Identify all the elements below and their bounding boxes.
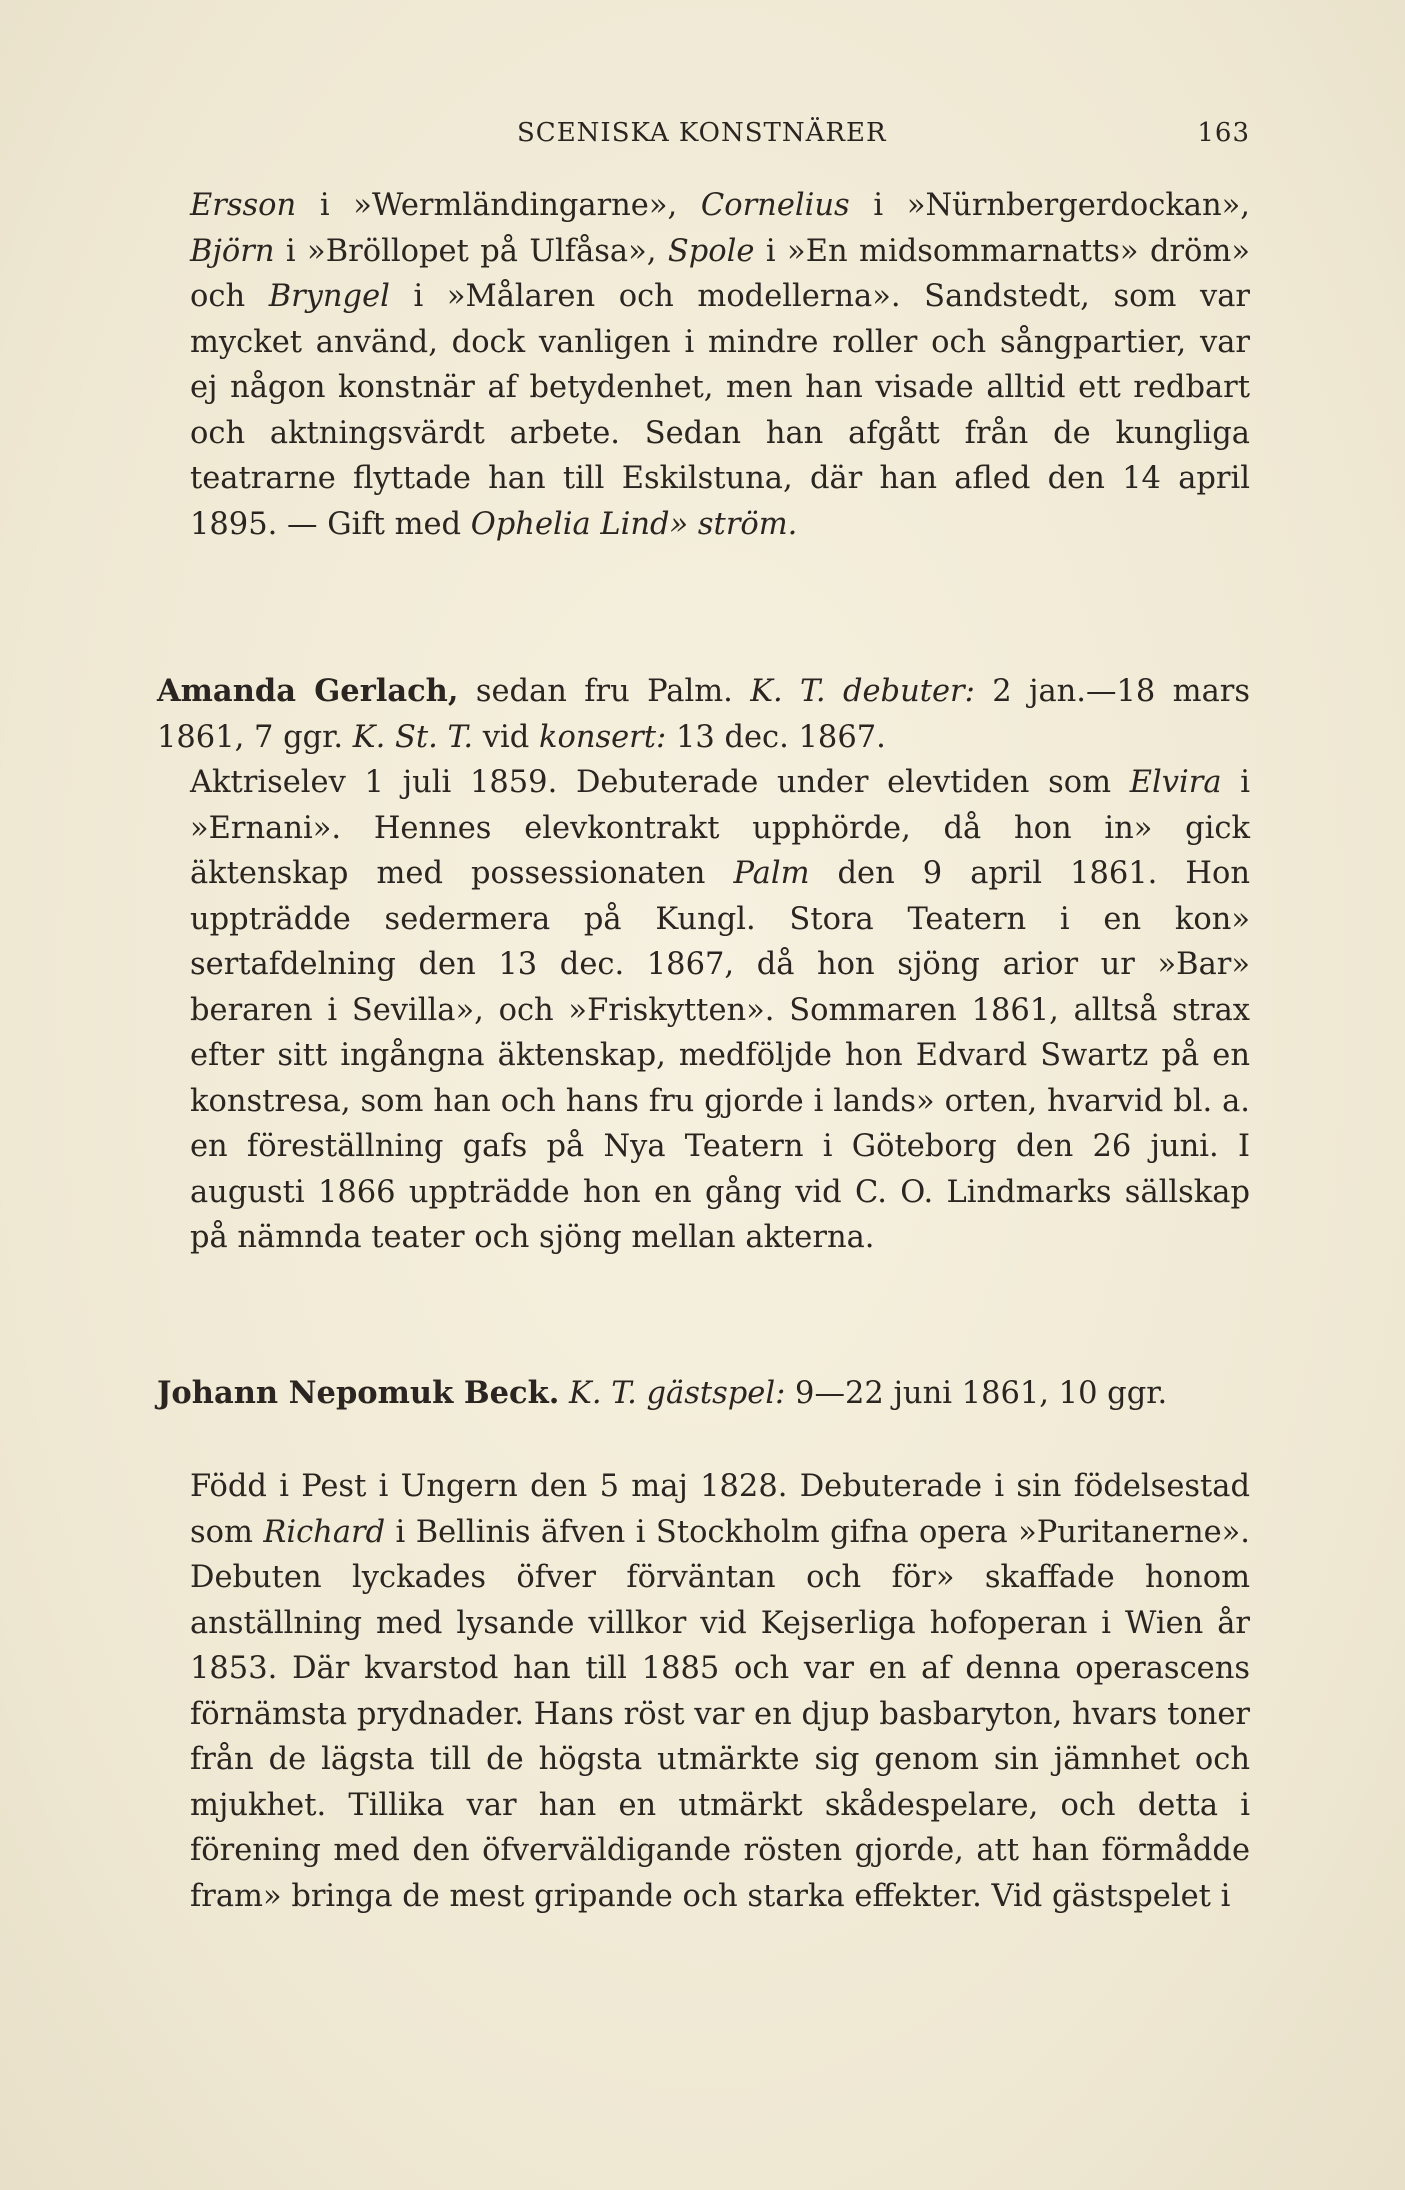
page-number: 163 xyxy=(1197,118,1250,148)
role-name: Björn xyxy=(190,233,275,269)
text-run: Född i Pest i Ungern den 5 maj 1828. Debuterade i sin födelsestad som xyxy=(190,1469,1250,1550)
entry-heading-gerlach xyxy=(157,669,1250,760)
entry-heading xyxy=(157,1371,1250,1417)
spouse-name: Ophelia Lind» ström. xyxy=(470,506,798,542)
text-run: 13 dec. 1867. xyxy=(666,719,886,755)
running-title: SCENISKA KONSTNÄRER xyxy=(517,118,887,148)
theatre-abbr: K. St. T. xyxy=(352,719,474,755)
text-run: 9—22 juni 1861, 10 ggr. xyxy=(785,1376,1168,1411)
role-name: Spole xyxy=(667,233,755,269)
person-name: Palm xyxy=(733,856,810,891)
guest-label: gästspel: xyxy=(646,1376,786,1411)
entry-heading-beck xyxy=(157,1371,1250,1417)
text-run: sedan fru Palm. xyxy=(458,674,751,709)
role-name: Ersson xyxy=(190,188,297,223)
text-run: i »Wermländingarne», xyxy=(296,188,701,223)
text-run: i »Bröllopet på Ulfåsa», xyxy=(274,233,668,269)
text-run: Aktriselev 1 juli 1859. Debuterade under elevtiden som xyxy=(190,765,1130,800)
entry-body-beck xyxy=(190,1464,1250,1919)
text-run: 2 jan.—18 mars 1861, 7 ggr. xyxy=(157,674,1250,755)
text-run: i Bellinis äfven i Stockholm gifna opera »Puritanerne». Debuten lyckades öfver förväntan och för» skaffade honom anställning med lysande villkor vid Kejserliga hofoperan i Wien år 1853. Där kvarstod han till 1885 och var en af denna operascens förnämsta prydnader. Hans röst var en djup basbaryton, hvars toner från de lägsta till de högsta utmärkte sig genom sin jämnhet och mjukhet. Tillika var han en utmärkt skådespelare, och detta i förening med den öfverväldigande rösten gjorde, att han förmådde fram» bringa de mest gripande och starka effekter. Vid gästspelet i xyxy=(190,1514,1250,1914)
entry-name: Amanda Gerlach, xyxy=(157,673,459,709)
debut-label: debuter: xyxy=(825,674,975,709)
role-name: Cornelius xyxy=(700,188,850,223)
paragraph-sandstedt xyxy=(190,183,1250,547)
paragraph-beck xyxy=(190,1464,1250,1919)
text-run: vid xyxy=(473,719,539,755)
theatre-abbr: K. T. xyxy=(569,1376,637,1411)
entry-body-gerlach xyxy=(190,760,1250,1261)
role-name: Elvira xyxy=(1129,765,1222,800)
concert-label: konsert: xyxy=(538,719,667,755)
text-run: i »Ernani». Hennes elevkontrakt upphörde, då hon in» gick äktenskap med possessionaten xyxy=(190,765,1251,891)
text-run: i »Målaren och modellerna». Sandstedt, som var mycket använd, dock vanligen i mindre roller och sångpartier, var ej någon konstnär af betydenhet, men han visade alltid ett redbart och aktningsvärdt arbete. Sedan han afgått från de kungliga teatrarne flyttade han till Eskilstuna, där han afled den 14 april 1895. — Gift med xyxy=(190,279,1250,542)
text-run: den 9 april 1861. Hon uppträdde sedermera på Kungl. Stora Teatern i en kon» sertafdelning den 13 dec. 1867, då hon sjöng arior ur »Bar» beraren i Sevilla», och »Friskytten». Sommaren 1861, alltså strax efter sitt ingångna äktenskap, medföljde hon Edvard Swartz på en konstresa, som han och hans fru gjorde i lands» orten, hvarvid bl. a. en föreställning gafs på Nya Teatern i Göteborg den 26 juni. I augusti 1866 uppträdde hon en gång vid C. O. Lindmarks sällskap på nämnda teater och sjöng mellan akterna. xyxy=(190,856,1250,1255)
text-run: i »Nürnbergerdockan», xyxy=(849,188,1250,223)
theatre-abbr: K. T. xyxy=(750,674,826,709)
entry-name: Johann Nepomuk Beck. xyxy=(157,1375,560,1411)
entry-heading xyxy=(157,669,1250,760)
paragraph-gerlach xyxy=(190,760,1250,1261)
role-name: Richard xyxy=(263,1514,386,1550)
continued-paragraph xyxy=(190,183,1250,547)
role-name: Bryngel xyxy=(268,279,390,314)
text-run: i »En midsommarnatts» dröm» och xyxy=(190,233,1250,314)
